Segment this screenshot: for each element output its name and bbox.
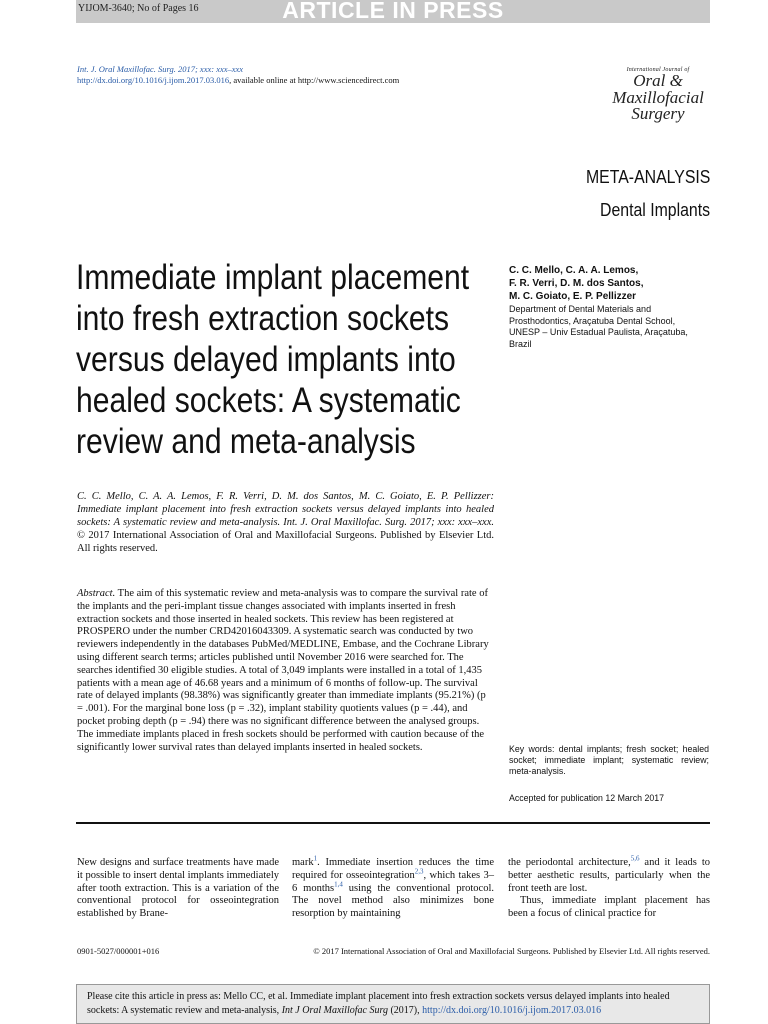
affiliation-line: Prosthodontics, Araçatuba Dental School, <box>509 315 676 326</box>
logo-line-1: International Journal of <box>626 67 690 73</box>
abstract <box>77 588 494 754</box>
logo-line-4: Surgery <box>631 104 685 123</box>
affiliation-line: UNESP – Univ Estadual Paulista, Araçatuba, <box>509 327 688 337</box>
journal-reference-line <box>77 64 399 86</box>
logo-line-3: Maxillofacial <box>612 88 704 107</box>
body-column-1: New designs and surface treatments have made it possible to insert dental implants immediately after tooth extraction. This is a variation of the conventional protocol for osseointegration established by Brane- <box>77 857 279 920</box>
author-line: F. R. Verri, D. M. dos Santos, <box>509 278 644 289</box>
article-in-press-banner <box>76 0 710 23</box>
body-text: , which takes 3–6 months <box>292 869 494 894</box>
logo-line-2: Oral & <box>633 71 683 90</box>
reference-link[interactable]: 1 <box>313 854 318 863</box>
cite-text: Please cite this article in press as: Mello CC, et al. Immediate implant placement into fresh extraction sockets versus delayed implants into healed sockets: A systematic review and meta-analysis, <box>87 991 670 1016</box>
affiliation-line: Department of Dental Materials and <box>509 304 652 314</box>
reference-link[interactable]: 5,6 <box>630 854 640 863</box>
manuscript-code: YIJOM-3640; No of Pages 16 <box>78 3 199 14</box>
reference-link[interactable]: 1,4 <box>334 880 343 889</box>
section-label: META-ANALYSIS <box>585 167 710 187</box>
abstract-label: Abstract. <box>77 588 116 599</box>
doi-link[interactable]: http://dx.doi.org/10.1016/j.ijom.2017.03.016 <box>77 75 230 85</box>
body-text: mark <box>292 857 314 868</box>
divider <box>76 822 710 824</box>
author-list <box>509 264 719 303</box>
cite-this-article-box <box>76 984 710 1024</box>
keywords: Key words: dental implants; fresh socket; healed socket; immediate implant; systematic review; meta-analysis. <box>509 744 709 776</box>
author-line: M. C. Goiato, E. P. Pellizzer <box>509 291 637 302</box>
cite-year: (2017), <box>387 1004 423 1016</box>
reference-link[interactable]: 2,3 <box>414 867 424 876</box>
banner-text: ARTICLE IN PRESS <box>282 0 504 23</box>
citation-italic: C. C. Mello, C. A. A. Lemos, F. R. Verri, D. M. dos Santos, M. C. Goiato, E. P. Pellizzer: Immediate implant placement into fresh extraction sockets versus delayed implants into healed sockets: A systematic review and meta-analysis. Int. J. Oral Maxillofac. Surg. 2017; xxx: xxx–xxx. <box>77 491 494 528</box>
citation-copyright: © 2017 International Association of Oral and Maxillofacial Surgeons. Published by Elsevier Ltd. All rights reserved. <box>77 530 494 554</box>
body-text: Thus, immediate implant placement has been a focus of clinical practice for <box>508 895 710 920</box>
available-online-text: , available online at http://www.sciencedirect.com <box>229 75 400 85</box>
cite-journal: Int J Oral Maxillofac Surg <box>281 1004 388 1016</box>
body-text: using the conventional protocol. The novel method also minimizes bone resorption by maintaining <box>292 882 495 920</box>
article-title: Immediate implant placement into fresh extraction sockets versus delayed implants into healed sockets: A systematic review and meta-analysis <box>76 258 470 461</box>
subsection-label: Dental Implants <box>599 200 710 220</box>
author-line: C. C. Mello, C. A. A. Lemos, <box>509 265 639 276</box>
issn-code: 0901-5027/000001+016 <box>77 946 160 956</box>
body-text: the periodontal architecture, <box>508 857 631 868</box>
body-text: . Immediate insertion reduces the time required for osseointegration <box>292 857 494 881</box>
body-column-3 <box>508 854 710 921</box>
affiliation <box>509 304 719 350</box>
footer-copyright: © 2017 International Association of Oral and Maxillofacial Surgeons. Published by Elsevier Ltd. All rights reserved. <box>313 946 710 956</box>
cite-doi-link[interactable]: http://dx.doi.org/10.1016/j.ijom.2017.03.016 <box>422 1004 602 1016</box>
body-text: and it leads to better aesthetic results, particularly when the front teeth are lost. <box>508 857 710 894</box>
abstract-text: The aim of this systematic review and meta-analysis was to compare the survival rate of the implants and the peri-implant tissue changes associated with implants inserted in fresh extraction sockets and those inserted in healed sockets. This review has been registered at PROSPERO under the number CRD42016043309. A systematic search was conducted by two reviewers independently in the databases PubMed/MEDLINE, Embase, and the Cochrane Library using different search terms; articles published until November 2016 were searched for. The searches identified 30 eligible studies. A total of 3,049 implants were installed in a total of 1,435 patients with a mean age of 46.68 years and a minimum of 6 months of follow-up. The survival rate of delayed implants (98.38%) was significantly greater than immediate implants (95.21%) (p = .001). For the marginal bone loss (p = .32), implant stability quotients values (p = .44), and pocket probing depth (p = .94) there was no significant difference between the analysed groups. The immediate implants placed in fresh sockets should be performed with caution because of the significantly lower survival rates than delayed implants inserted in healed sockets. <box>77 588 489 753</box>
accepted-date: Accepted for publication 12 March 2017 <box>509 793 665 803</box>
citation-block <box>77 490 494 555</box>
affiliation-line: Brazil <box>509 338 532 349</box>
body-column-2 <box>292 854 495 921</box>
journal-reference: Int. J. Oral Maxillofac. Surg. 2017; xxx: xxx–xxx <box>77 64 244 74</box>
journal-logo <box>606 67 710 122</box>
